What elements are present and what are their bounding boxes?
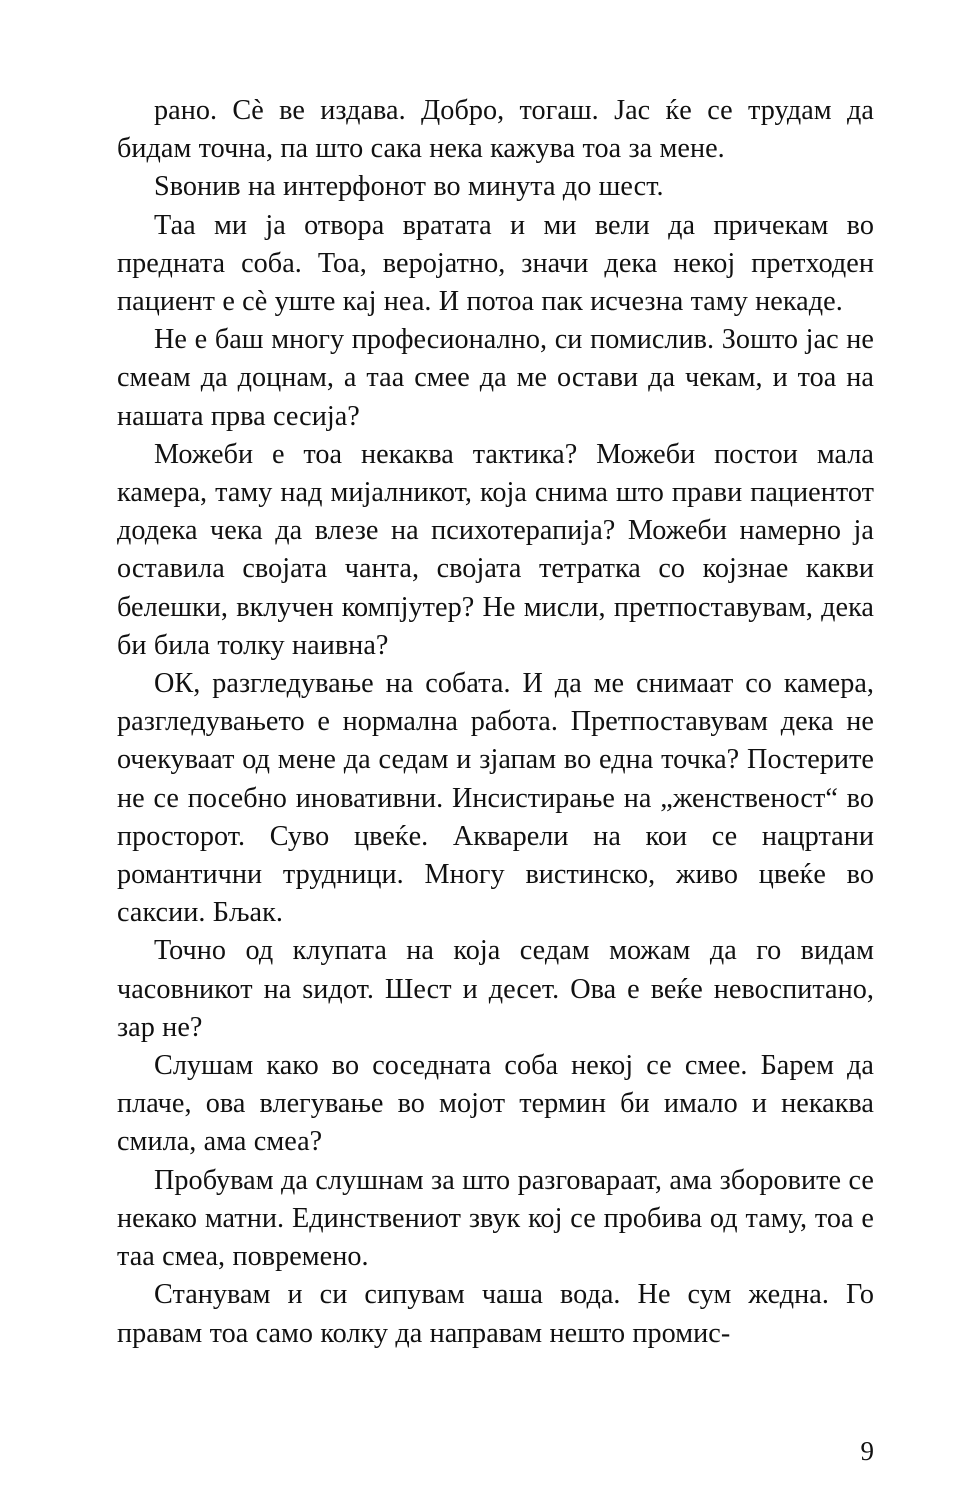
- paragraph-1: рано. Сѐ ве издава. Добро, тогаш. Јас ќе се трудам да бидам точна, па што сака нека кажува тоа за мене.: [117, 95, 874, 165]
- page-number: 9: [860, 1436, 874, 1466]
- paragraph-6: ОК, разгледување на собата. И да ме снимаат со камера, разгледувањето е нормална работа. Претпоставувам дека не очекуваат од мене да седам и зјапам во една точка? Постерите не се посебно иновативни. Инсистирање на „женственост“ во просторот. Суво цвеќе. Акварели на кои се нацртани романтични трудници. Многу вистинско, живо цвеќе во саксии. Бљак.: [117, 668, 874, 929]
- paragraph-5: Можеби е тоа некаква тактика? Можеби постои мала камера, таму над мијалникот, која снима што прави пациентот додека чека да влезе на психотерапија? Можеби намерно ја оставила својата чанта, својата тетратка со којзнае какви белешки, вклучен компјутер? Не мисли, претпоставувам, дека би била толку наивна?: [117, 438, 874, 661]
- paragraph-3: Таа ми ја отвора вратата и ми вели да причекам во предната соба. Тоа, веројатно, значи дека некој претходен пациент е сѐ уште кај неа. И потоа пак исчезна таму некаде.: [117, 209, 874, 318]
- paragraph-7: Точно од клупата на која седам можам да го видам часовникот на ѕидот. Шест и десет. Ова е веќе невоспитано, зар не?: [117, 935, 874, 1043]
- paragraph-8: Слушам како во соседната соба некој се смее. Барем да плаче, ова влегување во мојот термин би имало и некаква смила, ама смеа?: [117, 1050, 874, 1158]
- paragraph-4: Не е баш многу професионално, си помислив. Зошто јас не смеам да доцнам, а таа смее да ме остави да чекам, и тоа на нашата прва сесија?: [117, 324, 874, 432]
- paragraph-10: Станувам и си сипувам чаша вода. Не сум жедна. Го правам тоа само колку да направам нешто промис-: [117, 1279, 874, 1349]
- paragraph-9: Пробувам да слушнам за што разговараат, ама зборовите се некако матни. Единствениот звук кој се пробива од таму, тоа е таа смеа, повремено.: [117, 1164, 874, 1273]
- paragraph-2: Ѕвонив на интерфонот во минута до шест.: [154, 171, 664, 203]
- page-text-block: [117, 92, 874, 1353]
